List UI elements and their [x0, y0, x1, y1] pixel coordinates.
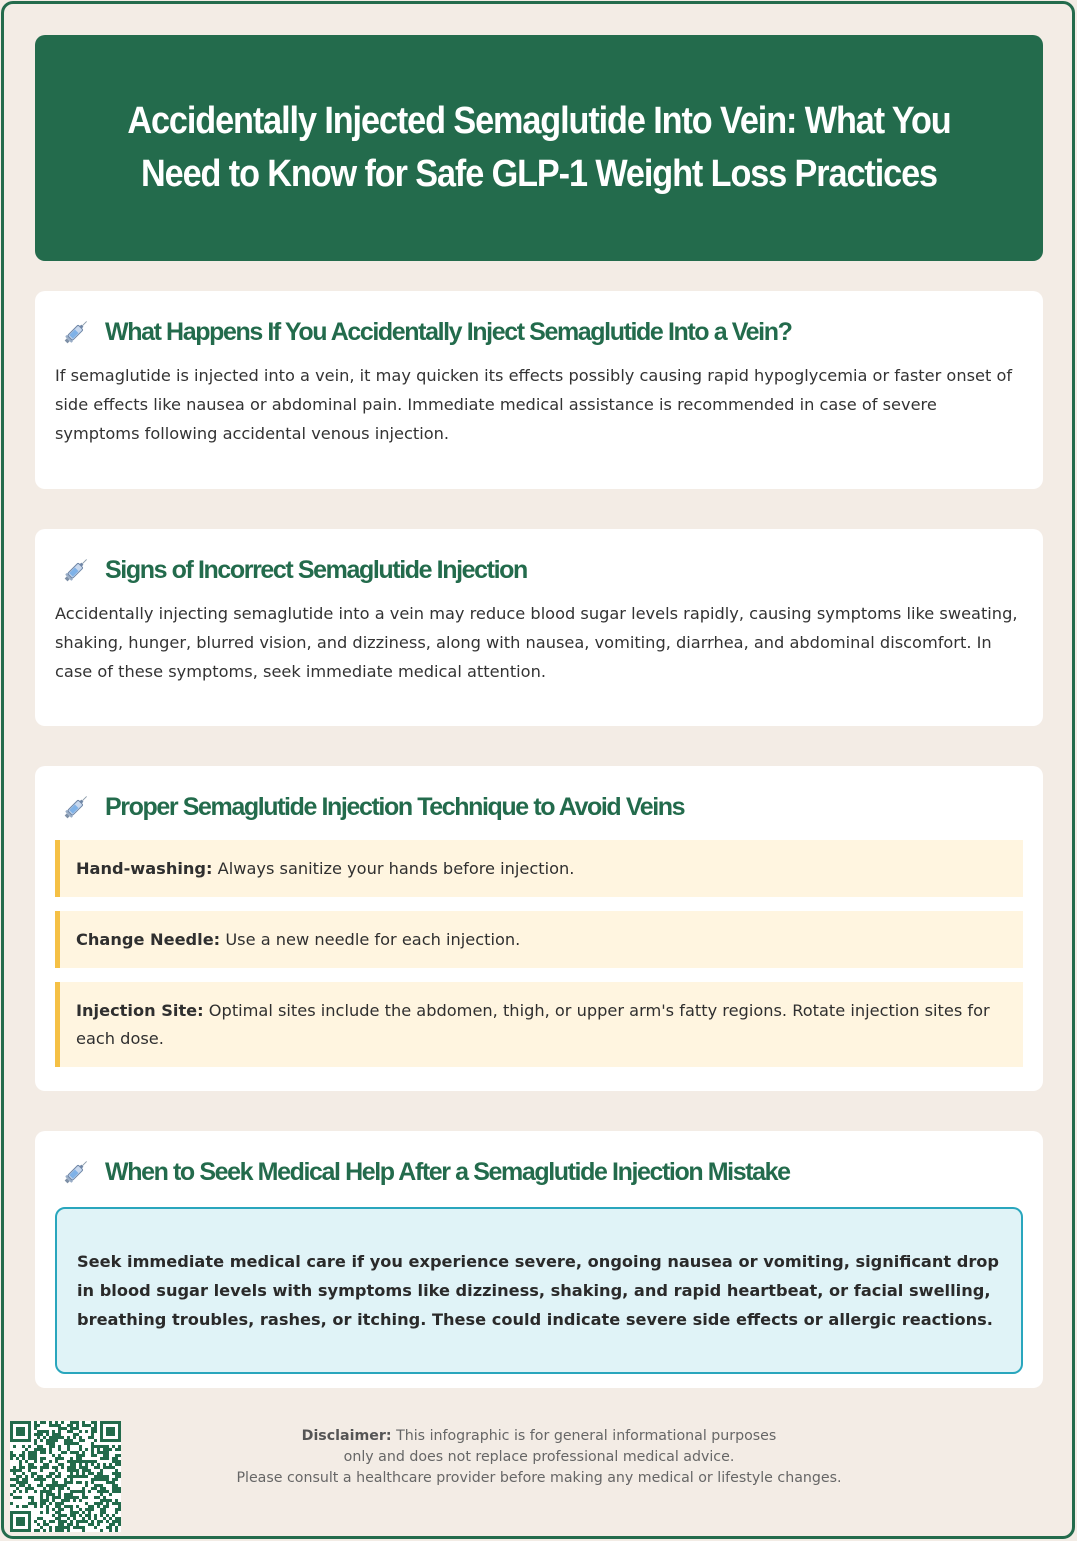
- section-card-what-happens: [35, 291, 1043, 489]
- tip-hand-washing: [55, 840, 1023, 897]
- section-card-seek-help: [35, 1131, 1043, 1388]
- tip-label: Hand-washing:: [76, 859, 213, 878]
- tip-label: Change Needle:: [76, 930, 221, 949]
- syringe-icon: [59, 790, 93, 824]
- section-body: Accidentally injecting semaglutide into a vein may reduce blood sugar levels rapidly, causing symptoms like sweating, shaking, hunger, blurred vision, and dizziness, along with nausea, vomiting, diarrhea, and abdominal discomfort. In case of these symptoms, seek immediate medical attention.: [55, 604, 1018, 681]
- tip-text: Use a new needle for each injection.: [225, 930, 521, 949]
- section-header: [59, 1153, 1023, 1191]
- disclaimer-label: Disclaimer:: [301, 1428, 392, 1444]
- tip-text: Optimal sites include the abdomen, thigh, or upper arm's fatty regions. Rotate injection sites for each dose.: [76, 1001, 990, 1048]
- section-title: What Happens If You Accidentally Inject Semaglutide Into a Vein?: [105, 317, 792, 346]
- disclaimer-line-1: This infographic is for general informational purposes: [396, 1428, 777, 1444]
- section-card-technique: [35, 766, 1043, 1091]
- disclaimer-line-3: Please consult a healthcare provider before making any medical or lifestyle changes.: [236, 1470, 842, 1486]
- section-header: [59, 551, 1023, 589]
- syringe-icon: [59, 315, 93, 349]
- section-header: [59, 313, 1023, 351]
- section-body: If semaglutide is injected into a vein, it may quicken its effects possibly causing rapid hypoglycemia or faster onset of side effects like nausea or abdominal pain. Immediate medical assistance is recommended in case of severe symptoms following accidental venous injection.: [55, 366, 1013, 443]
- syringe-icon: [59, 553, 93, 587]
- disclaimer: [230, 1426, 848, 1489]
- tip-injection-site: [55, 982, 1023, 1067]
- syringe-icon: [59, 1155, 93, 1189]
- section-title: When to Seek Medical Help After a Semaglutide Injection Mistake: [105, 1157, 790, 1186]
- page-title: Accidentally Injected Semaglutide Into Vein: What You Need to Know for Safe GLP-1 Weight Loss Practices: [127, 100, 951, 195]
- qr-code[interactable]: [10, 1421, 121, 1532]
- section-title: Signs of Incorrect Semaglutide Injection: [105, 555, 527, 584]
- medical-help-callout: Seek immediate medical care if you experience severe, ongoing nausea or vomiting, significant drop in blood sugar levels with symptoms like dizziness, shaking, and rapid heartbeat, or facial swelling, breathing troubles, rashes, or itching. These could indicate severe side effects or allergic reactions.: [55, 1207, 1023, 1374]
- title-banner: [35, 35, 1043, 261]
- tip-change-needle: [55, 911, 1023, 968]
- tip-label: Injection Site:: [76, 1001, 204, 1020]
- tip-text: Always sanitize your hands before injection.: [217, 859, 575, 878]
- section-title: Proper Semaglutide Injection Technique to Avoid Veins: [105, 792, 685, 821]
- section-card-signs: [35, 529, 1043, 726]
- section-header: [59, 788, 1023, 826]
- disclaimer-line-2: only and does not replace professional medical advice.: [343, 1449, 735, 1465]
